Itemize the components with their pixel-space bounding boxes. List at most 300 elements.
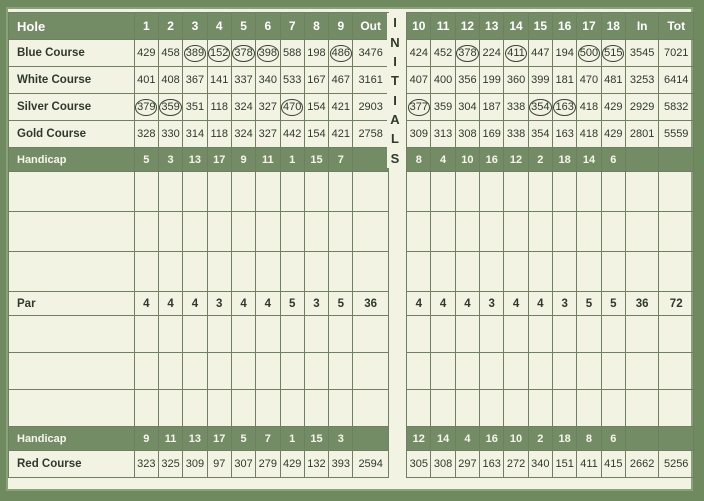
in-cell <box>625 390 658 427</box>
circled-value: 378 <box>232 45 254 62</box>
initials-letter: L <box>391 131 399 147</box>
score-cell <box>183 353 207 390</box>
yardage: 429 <box>601 94 625 121</box>
hole-number: 6 <box>256 13 280 40</box>
handicap-value: 7 <box>329 148 353 172</box>
par-value: 4 <box>134 292 158 316</box>
score-cell <box>455 252 479 292</box>
score-cell <box>577 316 601 353</box>
circled-value: 389 <box>184 45 206 62</box>
out-cell <box>353 353 388 390</box>
score-cell <box>304 252 328 292</box>
out-cell <box>353 148 388 172</box>
out-cell <box>353 390 388 427</box>
yardage: 327 <box>256 121 280 148</box>
in-cell <box>625 172 658 212</box>
score-cell <box>231 390 255 427</box>
score-cell <box>504 252 528 292</box>
course-name: White Course <box>9 67 135 94</box>
circled-value: 470 <box>281 99 303 116</box>
player-name-cell <box>9 316 135 353</box>
yardage <box>207 40 231 67</box>
player-row <box>9 316 694 353</box>
yardage: 181 <box>553 67 577 94</box>
score-cell <box>183 390 207 427</box>
handicap-row <box>9 148 694 172</box>
score-cell <box>407 316 431 353</box>
score-cell <box>329 353 353 390</box>
yardage <box>158 94 182 121</box>
score-cell <box>134 390 158 427</box>
yardage: 418 <box>577 94 601 121</box>
in-cell <box>625 212 658 252</box>
score-cell <box>577 212 601 252</box>
score-cell <box>256 252 280 292</box>
yardage: 132 <box>304 451 328 478</box>
handicap-value: 8 <box>577 427 601 451</box>
yardage: 151 <box>553 451 577 478</box>
tot-label: Tot <box>659 13 694 40</box>
score-cell <box>329 390 353 427</box>
handicap-value: 10 <box>455 148 479 172</box>
score-cell <box>280 390 304 427</box>
score-cell <box>134 172 158 212</box>
score-cell <box>158 252 182 292</box>
yardage <box>134 94 158 121</box>
score-cell <box>207 212 231 252</box>
hole-number: 17 <box>577 13 601 40</box>
score-cell <box>280 353 304 390</box>
yardage: 97 <box>207 451 231 478</box>
handicap-value: 13 <box>183 427 207 451</box>
score-cell <box>601 390 625 427</box>
score-cell <box>431 353 455 390</box>
player-row <box>9 390 694 427</box>
course-name: Gold Course <box>9 121 135 148</box>
circled-value: 486 <box>330 45 352 62</box>
handicap-value: 18 <box>553 427 577 451</box>
circled-value: 398 <box>257 45 279 62</box>
course-row <box>9 40 694 67</box>
initials-cell <box>388 390 406 427</box>
yardage: 429 <box>134 40 158 67</box>
yardage: 187 <box>480 94 504 121</box>
score-cell <box>329 172 353 212</box>
out-cell <box>353 427 388 451</box>
score-cell <box>207 353 231 390</box>
total-yardage: 5832 <box>659 94 694 121</box>
initials-letter: A <box>390 112 400 128</box>
yardage: 421 <box>329 121 353 148</box>
hole-number: 2 <box>158 13 182 40</box>
yardage: 279 <box>256 451 280 478</box>
yardage: 154 <box>304 94 328 121</box>
score-cell <box>553 172 577 212</box>
yardage <box>407 94 431 121</box>
handicap-value: 12 <box>407 427 431 451</box>
yardage: 340 <box>528 451 552 478</box>
yardage: 297 <box>455 451 479 478</box>
score-cell <box>256 212 280 252</box>
score-cell <box>528 252 552 292</box>
score-cell <box>480 212 504 252</box>
score-cell <box>158 172 182 212</box>
yardage: 308 <box>431 451 455 478</box>
yardage: 272 <box>504 451 528 478</box>
yardage: 169 <box>480 121 504 148</box>
yardage: 324 <box>231 121 255 148</box>
hole-number: 18 <box>601 13 625 40</box>
yardage: 194 <box>553 40 577 67</box>
score-cell <box>455 172 479 212</box>
score-cell <box>134 212 158 252</box>
score-cell <box>304 172 328 212</box>
handicap-label: Handicap <box>9 427 135 451</box>
hole-number: 15 <box>528 13 552 40</box>
in-total: 3253 <box>625 67 658 94</box>
score-cell <box>553 252 577 292</box>
score-cell <box>504 212 528 252</box>
score-cell <box>158 212 182 252</box>
hole-number: 4 <box>207 13 231 40</box>
score-cell <box>528 390 552 427</box>
score-cell <box>455 390 479 427</box>
yardage <box>183 40 207 67</box>
yardage: 400 <box>431 67 455 94</box>
score-cell <box>407 172 431 212</box>
yardage: 429 <box>601 121 625 148</box>
course-name: Red Course <box>9 451 135 478</box>
hole-number: 5 <box>231 13 255 40</box>
circled-value: 377 <box>408 99 430 116</box>
score-cell <box>231 316 255 353</box>
score-cell <box>407 353 431 390</box>
handicap-value: 15 <box>304 148 328 172</box>
yardage: 429 <box>280 451 304 478</box>
handicap-value: 2 <box>528 427 552 451</box>
yardage: 415 <box>601 451 625 478</box>
score-cell <box>577 390 601 427</box>
hole-number: 16 <box>553 13 577 40</box>
yardage: 408 <box>158 67 182 94</box>
yardage: 360 <box>504 67 528 94</box>
initials-letter: I <box>393 15 397 31</box>
initials-letter: T <box>391 73 399 89</box>
par-value: 5 <box>601 292 625 316</box>
handicap-value: 7 <box>256 427 280 451</box>
score-cell <box>256 316 280 353</box>
yardage: 199 <box>480 67 504 94</box>
handicap-value: 5 <box>231 427 255 451</box>
yardage: 470 <box>577 67 601 94</box>
score-cell <box>431 252 455 292</box>
par-value: 4 <box>431 292 455 316</box>
score-cell <box>601 252 625 292</box>
total-yardage: 7021 <box>659 40 694 67</box>
red-course-row <box>9 451 694 478</box>
yardage: 407 <box>407 67 431 94</box>
score-cell <box>431 212 455 252</box>
in-cell <box>625 427 658 451</box>
out-total: 2903 <box>353 94 388 121</box>
handicap-value: 12 <box>504 148 528 172</box>
score-cell <box>528 212 552 252</box>
par-value: 5 <box>577 292 601 316</box>
player-name-cell <box>9 252 135 292</box>
yardage: 338 <box>504 121 528 148</box>
handicap-value: 14 <box>431 427 455 451</box>
handicap-value: 6 <box>601 148 625 172</box>
handicap-label: Handicap <box>9 148 135 172</box>
header-row <box>9 13 694 40</box>
yardage: 367 <box>183 67 207 94</box>
score-cell <box>480 252 504 292</box>
score-cell <box>504 390 528 427</box>
score-cell <box>455 212 479 252</box>
yardage: 328 <box>134 121 158 148</box>
yardage: 154 <box>304 121 328 148</box>
yardage: 309 <box>183 451 207 478</box>
handicap-value: 4 <box>455 427 479 451</box>
handicap-value: 1 <box>280 148 304 172</box>
score-cell <box>207 316 231 353</box>
course-row <box>9 94 694 121</box>
score-cell <box>183 316 207 353</box>
score-cell <box>183 172 207 212</box>
par-value: 5 <box>280 292 304 316</box>
initials-cell <box>388 252 406 292</box>
handicap-value: 9 <box>134 427 158 451</box>
par-value: 3 <box>207 292 231 316</box>
in-total: 3545 <box>625 40 658 67</box>
handicap-value: 15 <box>304 427 328 451</box>
score-cell <box>329 252 353 292</box>
par-value: 4 <box>231 292 255 316</box>
yardage <box>231 40 255 67</box>
yardage: 313 <box>431 121 455 148</box>
out-total: 2594 <box>353 451 388 478</box>
course-row <box>9 121 694 148</box>
score-cell <box>134 252 158 292</box>
circled-value: 411 <box>505 45 527 62</box>
score-cell <box>280 172 304 212</box>
handicap-value: 1 <box>280 427 304 451</box>
initials-letter: S <box>390 150 400 166</box>
score-cell <box>158 316 182 353</box>
score-cell <box>280 316 304 353</box>
yardage <box>577 40 601 67</box>
hole-number: 3 <box>183 13 207 40</box>
score-cell <box>134 353 158 390</box>
hole-label: Hole <box>9 13 135 40</box>
hole-number: 12 <box>455 13 479 40</box>
score-cell <box>304 353 328 390</box>
yardage: 481 <box>601 67 625 94</box>
player-name-cell <box>9 172 135 212</box>
yardage: 418 <box>577 121 601 148</box>
out-cell <box>353 212 388 252</box>
yardage: 163 <box>553 121 577 148</box>
yardage: 424 <box>407 40 431 67</box>
par-value: 4 <box>504 292 528 316</box>
out-total: 2758 <box>353 121 388 148</box>
score-cell <box>553 353 577 390</box>
tot-cell <box>659 390 694 427</box>
in-cell <box>625 252 658 292</box>
in-cell <box>625 316 658 353</box>
handicap-row <box>9 427 694 451</box>
hole-number: 13 <box>480 13 504 40</box>
yardage: 351 <box>183 94 207 121</box>
circled-value: 359 <box>159 99 181 116</box>
circled-value: 379 <box>135 99 157 116</box>
tot-cell <box>659 316 694 353</box>
player-name-cell <box>9 390 135 427</box>
hole-number: 1 <box>134 13 158 40</box>
yardage: 421 <box>329 94 353 121</box>
score-cell <box>231 252 255 292</box>
yardage: 224 <box>480 40 504 67</box>
tot-cell <box>659 172 694 212</box>
circled-value: 354 <box>529 99 551 116</box>
score-cell <box>256 172 280 212</box>
handicap-value: 13 <box>183 148 207 172</box>
yardage: 163 <box>480 451 504 478</box>
initials-letter: I <box>393 53 397 69</box>
yardage: 167 <box>304 67 328 94</box>
score-cell <box>256 353 280 390</box>
yardage: 447 <box>528 40 552 67</box>
handicap-value: 17 <box>207 427 231 451</box>
scorecard-table <box>8 12 694 478</box>
circled-value: 152 <box>208 45 230 62</box>
player-row <box>9 353 694 390</box>
score-cell <box>231 172 255 212</box>
par-total: 72 <box>659 292 694 316</box>
score-cell <box>528 172 552 212</box>
player-name-cell <box>9 212 135 252</box>
yardage: 198 <box>304 40 328 67</box>
handicap-value: 11 <box>256 148 280 172</box>
par-value: 4 <box>528 292 552 316</box>
out-total: 3161 <box>353 67 388 94</box>
handicap-value: 3 <box>158 148 182 172</box>
tot-cell <box>659 212 694 252</box>
yardage <box>280 94 304 121</box>
handicap-value: 6 <box>601 427 625 451</box>
out-cell <box>353 316 388 353</box>
yardage: 309 <box>407 121 431 148</box>
score-cell <box>431 316 455 353</box>
yardage: 401 <box>134 67 158 94</box>
handicap-value: 10 <box>504 427 528 451</box>
initials-letter: N <box>390 34 400 50</box>
handicap-value: 14 <box>577 148 601 172</box>
handicap-value: 16 <box>480 427 504 451</box>
out-label: Out <box>353 13 388 40</box>
handicap-value: 4 <box>431 148 455 172</box>
par-out: 36 <box>353 292 388 316</box>
score-cell <box>553 390 577 427</box>
score-cell <box>158 390 182 427</box>
hole-number: 7 <box>280 13 304 40</box>
score-cell <box>528 353 552 390</box>
par-value: 3 <box>480 292 504 316</box>
score-cell <box>134 316 158 353</box>
par-value: 4 <box>455 292 479 316</box>
score-cell <box>480 390 504 427</box>
in-total: 2801 <box>625 121 658 148</box>
yardage: 330 <box>158 121 182 148</box>
par-value: 3 <box>553 292 577 316</box>
yardage: 588 <box>280 40 304 67</box>
course-name: Silver Course <box>9 94 135 121</box>
score-cell <box>329 316 353 353</box>
score-cell <box>407 252 431 292</box>
yardage: 325 <box>158 451 182 478</box>
yardage: 307 <box>231 451 255 478</box>
score-cell <box>407 212 431 252</box>
yardage: 314 <box>183 121 207 148</box>
yardage: 452 <box>431 40 455 67</box>
score-cell <box>504 353 528 390</box>
score-cell <box>256 390 280 427</box>
yardage: 354 <box>528 121 552 148</box>
yardage: 533 <box>280 67 304 94</box>
yardage <box>504 40 528 67</box>
circled-value: 163 <box>553 99 575 116</box>
initials-cell <box>388 451 406 478</box>
yardage: 356 <box>455 67 479 94</box>
circled-value: 500 <box>578 45 600 62</box>
yardage: 305 <box>407 451 431 478</box>
tot-cell <box>659 427 694 451</box>
course-row <box>9 67 694 94</box>
yardage <box>528 94 552 121</box>
yardage: 442 <box>280 121 304 148</box>
score-cell <box>304 390 328 427</box>
handicap-value: 8 <box>407 148 431 172</box>
yardage: 399 <box>528 67 552 94</box>
total-yardage: 5559 <box>659 121 694 148</box>
score-cell <box>455 316 479 353</box>
handicap-value: 3 <box>329 427 353 451</box>
par-value: 4 <box>183 292 207 316</box>
yardage: 338 <box>504 94 528 121</box>
initials-letter: I <box>393 92 397 108</box>
handicap-value: 16 <box>480 148 504 172</box>
initials-cell <box>388 292 406 316</box>
score-cell <box>601 172 625 212</box>
yardage: 118 <box>207 121 231 148</box>
score-cell <box>158 353 182 390</box>
in-cell <box>625 353 658 390</box>
score-cell <box>601 353 625 390</box>
par-label: Par <box>9 292 135 316</box>
score-cell <box>280 212 304 252</box>
par-row <box>9 292 694 316</box>
initials-cell <box>388 316 406 353</box>
score-cell <box>601 212 625 252</box>
yardage: 411 <box>577 451 601 478</box>
par-value: 5 <box>329 292 353 316</box>
player-row <box>9 252 694 292</box>
yardage: 118 <box>207 94 231 121</box>
hole-number: 11 <box>431 13 455 40</box>
hole-number: 9 <box>329 13 353 40</box>
in-total: 2662 <box>625 451 658 478</box>
score-cell <box>304 316 328 353</box>
